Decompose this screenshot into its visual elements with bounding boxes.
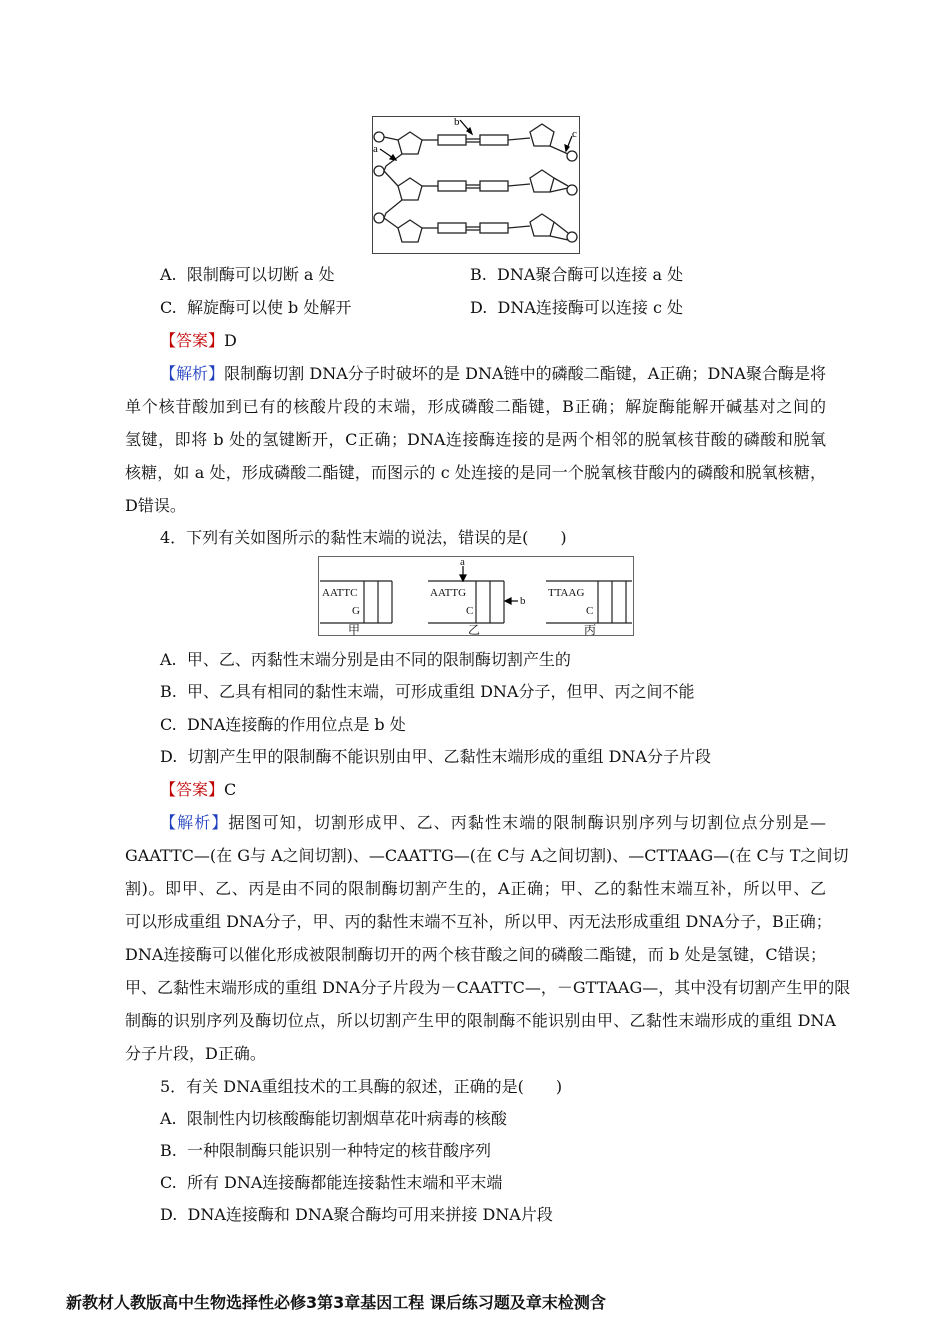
bing-bottom-sequence: C — [586, 605, 594, 617]
q4-option-c — [160, 714, 406, 736]
q3-option-c — [160, 297, 351, 319]
option-letter: D. — [160, 1205, 178, 1224]
option-text: 限制酶可以切断 a 处 — [186, 265, 335, 284]
option-letter: B. — [470, 265, 487, 284]
q3-analysis-line-3: 氢键，即将 b 处的氢键断开，C正确；DNA连接酶连接的是两个相邻的脱氧核苷酸的磷酸和脱氧 — [125, 430, 826, 449]
option-letter: B. — [160, 1141, 177, 1160]
answer-value: D — [224, 331, 237, 350]
option-letter: D. — [470, 298, 488, 317]
jia-top-sequence: AATTC — [322, 587, 358, 599]
q3-answer — [160, 330, 237, 352]
analysis-text: 限制酶切割 DNA分子时破坏的是 DNA链中的磷酸二酯键，A正确；DNA聚合酶是将 — [224, 364, 826, 383]
q4-analysis-line-7: 制酶的识别序列及酶切位点，所以切割产生甲的限制酶不能识别由甲、乙黏性末端形成的重组 DNA — [125, 1011, 836, 1030]
q3-option-a — [160, 264, 335, 286]
q3-analysis-line-4: 核糖，如 a 处，形成磷酸二酯键，而图示的 c 处连接的是同一个脱氧核苷酸内的磷酸和脱氧核糖， — [125, 463, 826, 482]
option-text: DNA聚合酶可以连接 a 处 — [497, 265, 684, 284]
option-text: DNA连接酶可以连接 c 处 — [497, 298, 684, 317]
option-text: 切割产生甲的限制酶不能识别由甲、乙黏性末端形成的重组 DNA分子片段 — [187, 747, 711, 766]
q5-option-d — [160, 1204, 553, 1226]
q3-option-b — [470, 264, 683, 286]
document-footer-title: 新教材人教版高中生物选择性必修3第3章基因工程 课后练习题及章末检测含 — [66, 1293, 606, 1312]
option-text: 一种限制酶只能识别一种特定的核苷酸序列 — [187, 1141, 492, 1160]
figure1-label-c: c — [572, 128, 577, 140]
dna-structure-figure — [372, 116, 580, 254]
analysis-text: 据图可知，切割形成甲、乙、丙黏性末端的限制酶识别序列与切割位点分别是— — [228, 813, 826, 832]
answer-value: C — [224, 780, 237, 799]
q4-option-d — [160, 746, 711, 768]
option-text: 限制性内切核酸酶能切割烟草花叶病毒的核酸 — [186, 1109, 507, 1128]
option-letter: C. — [160, 715, 177, 734]
option-text: 解旋酶可以使 b 处解开 — [186, 298, 352, 317]
option-letter: A. — [160, 650, 177, 669]
bing-label: 丙 — [584, 623, 597, 636]
q4-analysis-line-8: 分子片段，D正确。 — [125, 1044, 266, 1063]
jia-bottom-sequence: G — [352, 605, 360, 617]
q5-option-c — [160, 1172, 502, 1194]
q5-stem: 5．有关 DNA重组技术的工具酶的叙述，正确的是( ) — [160, 1077, 563, 1096]
option-letter: B. — [160, 682, 177, 701]
answer-tag: 【答案】 — [160, 331, 225, 350]
jia-label: 甲 — [348, 623, 361, 636]
q4-analysis-line-2: GAATTC—(在 G与 A之间切割)、—CAATTG—(在 C与 A之间切割)、—CTTAAG—(在 C与 T之间切 — [125, 846, 849, 865]
q4-analysis-line-1 — [160, 812, 826, 834]
q3-analysis-line-2: 单个核苷酸加到已有的核酸片段的末端，形成磷酸二酯键，B正确；解旋酶能解开碱基对之间的 — [125, 397, 826, 416]
yi-bottom-sequence: C — [466, 605, 474, 617]
yi-label: 乙 — [468, 623, 481, 636]
option-letter: A. — [160, 265, 177, 284]
option-text: 甲、乙、丙黏性末端分别是由不同的限制酶切割产生的 — [186, 650, 571, 669]
option-letter: D. — [160, 747, 178, 766]
q4-option-a — [160, 649, 571, 671]
option-letter: A. — [160, 1109, 177, 1128]
yi-arrow-a-label: a — [460, 556, 465, 568]
option-letter: C. — [160, 298, 177, 317]
option-text: DNA连接酶和 DNA聚合酶均可用来拼接 DNA片段 — [187, 1205, 553, 1224]
q4-stem: 4．下列有关如图所示的黏性末端的说法，错误的是( ) — [160, 528, 567, 547]
q5-option-b — [160, 1140, 491, 1162]
option-text: 甲、乙具有相同的黏性末端，可形成重组 DNA分子，但甲、丙之间不能 — [187, 682, 695, 701]
option-letter: C. — [160, 1173, 177, 1192]
q3-analysis-line-5: D错误。 — [125, 496, 186, 515]
q4-answer — [160, 779, 236, 801]
yi-arrow-b-label: b — [520, 595, 526, 607]
q4-analysis-line-3: 割)。即甲、乙、丙是由不同的限制酶切割产生的，A正确；甲、乙的黏性末端互补，所以甲、乙 — [125, 879, 826, 898]
bing-top-sequence: TTAAG — [548, 587, 585, 599]
sticky-ends-figure — [318, 556, 634, 636]
analysis-tag: 【解析】 — [160, 813, 229, 832]
figure1-label-b: b — [454, 116, 460, 128]
figure1-label-a: a — [373, 143, 378, 155]
q5-option-a — [160, 1108, 507, 1130]
q4-analysis-line-4: 可以形成重组 DNA分子，甲、丙的黏性末端不互补，所以甲、丙无法形成重组 DNA分子，B正确； — [125, 912, 832, 931]
option-text: DNA连接酶的作用位点是 b 处 — [186, 715, 406, 734]
q4-analysis-line-6: 甲、乙黏性末端形成的重组 DNA分子片段为－CAATTC—，－GTTAAG—，其中没有切割产生甲的限 — [125, 978, 851, 997]
q4-analysis-line-5: DNA连接酶可以催化形成被限制酶切开的两个核苷酸之间的磷酸二酯键，而 b 处是氢键，C错误； — [125, 945, 826, 964]
analysis-tag: 【解析】 — [160, 364, 225, 383]
q3-analysis-line-1 — [160, 363, 826, 385]
yi-top-sequence: AATTG — [430, 587, 467, 599]
q3-option-d — [470, 297, 683, 319]
answer-tag: 【答案】 — [160, 780, 225, 799]
option-text: 所有 DNA连接酶都能连接黏性末端和平末端 — [186, 1173, 503, 1192]
q4-option-b — [160, 681, 695, 703]
